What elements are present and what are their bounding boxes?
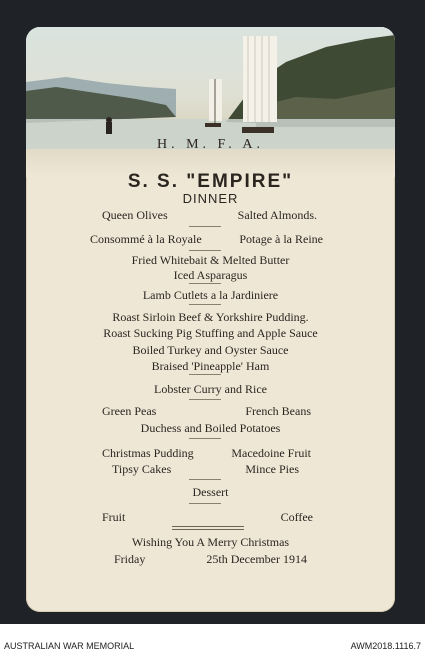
menu-item: Green Peas — [102, 404, 157, 418]
menu-item: Boiled Turkey and Oyster Sauce — [132, 343, 289, 357]
archive-footer — [0, 624, 425, 653]
divider — [189, 374, 221, 375]
menu-item: Duchess and Boiled Potatoes — [140, 421, 281, 435]
harbour-photo — [26, 27, 395, 177]
divider — [189, 304, 221, 305]
meal-title: DINNER — [182, 191, 239, 206]
divider — [189, 503, 221, 504]
organisation-heading: H. M. F. A. — [156, 137, 265, 152]
divider — [189, 479, 221, 480]
menu-item: Salted Almonds. — [237, 208, 317, 222]
divider — [189, 283, 221, 284]
menu-item: Fried Whitebait & Melted Butter — [131, 253, 290, 267]
menu-item: Lobster Curry and Rice — [154, 382, 267, 396]
menu-item: Potage à la Reine — [239, 232, 323, 246]
institution-name: AUSTRALIAN WAR MEMORIAL — [4, 641, 135, 651]
date-day: Friday — [114, 552, 146, 566]
menu-item: Iced Asparagus — [173, 268, 248, 282]
date-text: 25th December 1914 — [206, 552, 307, 566]
menu-card — [26, 27, 395, 612]
divider — [172, 529, 244, 530]
menu-item: Dessert — [192, 485, 229, 499]
menu-item: French Beans — [245, 404, 311, 418]
menu-item: Coffee — [280, 510, 313, 524]
menu-item: Queen Olives — [102, 208, 168, 222]
menu-item: Roast Sirloin Beef & Yorkshire Pudding. — [112, 310, 309, 324]
divider — [189, 399, 221, 400]
divider — [189, 250, 221, 251]
menu-item: Braised 'Pineapple' Ham — [151, 359, 270, 373]
menu-item: Tipsy Cakes — [112, 462, 172, 476]
menu-item: Mince Pies — [245, 462, 299, 476]
menu-item: Roast Sucking Pig Stuffing and Apple Sauce — [103, 326, 318, 340]
menu-item: Christmas Pudding — [102, 446, 194, 460]
divider — [172, 526, 244, 527]
harbour-scene-image — [26, 27, 395, 177]
menu-item: Macedoine Fruit — [231, 446, 311, 460]
greeting: Wishing You A Merry Christmas — [131, 535, 290, 549]
ship-name: S. S. "EMPIRE" — [127, 171, 294, 192]
divider — [189, 438, 221, 439]
accession-number: AWM2018.1116.7 — [350, 641, 421, 651]
menu-item: Lamb Cutlets a la Jardiniere — [142, 288, 279, 302]
menu-item: Fruit — [102, 510, 126, 524]
divider — [189, 226, 221, 227]
menu-item: Consommé à la Royale — [90, 232, 202, 246]
